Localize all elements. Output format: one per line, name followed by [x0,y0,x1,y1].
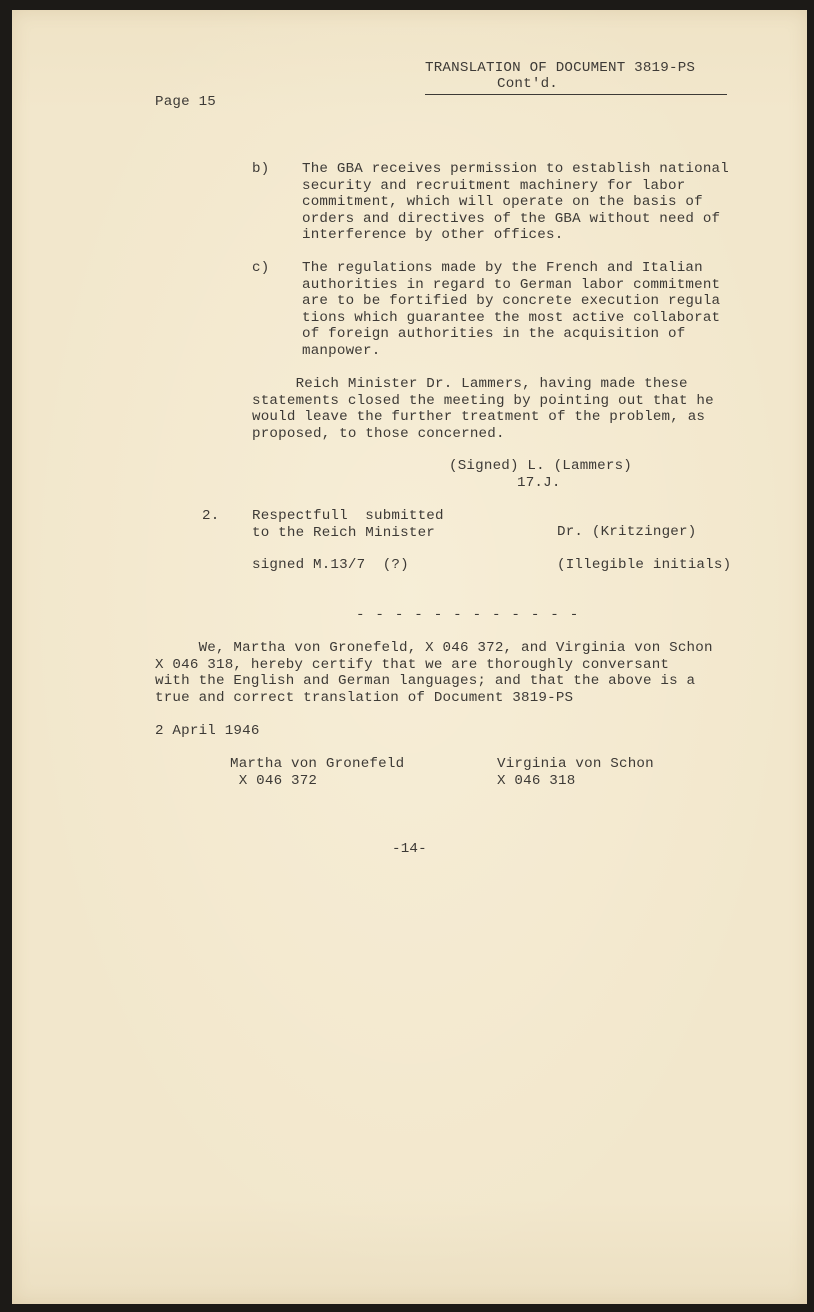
item-2-number: 2. [202,508,220,524]
translator-signature-1 [230,756,404,789]
certification-date: 2 April 1946 [155,723,260,739]
page-label: Page 15 [155,94,216,110]
section-separator: - - - - - - - - - - - - [356,607,580,623]
translator-name: Martha von Gronefeld [230,756,405,772]
item-2-signed: signed M.13/7 (?) [252,557,409,573]
item-c-label: c) [252,260,270,276]
translator-name: Virginia von Schon [497,756,654,772]
item-2-text: Respectfull submitted to the Reich Minister [252,508,444,541]
document-page [12,10,807,1304]
item-2-illegible-initials: (Illegible initials) [557,557,732,573]
certification-paragraph: We, Martha von Gronefeld, X 046 372, and Virginia von Schon X 046 318, hereby certify that we are thoroughly conversant with the English and German languages; and that the above is a true and correct translation of Document 3819-PS [155,640,713,706]
translator-signature-2 [497,756,654,789]
closing-paragraph: Reich Minister Dr. Lammers, having made these statements closed the meeting by pointing out that he would leave the further treatment of the problem, as proposed, to those concerned. [252,376,714,442]
page-number: -14- [392,841,427,857]
signature-line: (Signed) L. (Lammers) [449,458,632,474]
item-b-label: b) [252,161,270,177]
signature-initials: 17.J. [517,475,561,491]
document-title: TRANSLATION OF DOCUMENT 3819-PS [425,60,696,76]
item-b-text: The GBA receives permission to establish national security and recruitment machinery for labor commitment, which will operate on the basis of orders and directives of the GBA without need of interference by other offices. [302,161,729,244]
translator-id: X 046 318 [497,772,576,789]
translator-id: X 046 372 [238,772,318,789]
item-2-addressee: Dr. (Kritzinger) [557,524,697,540]
continued-note: Cont'd. [497,76,558,92]
item-c-text: The regulations made by the French and Italian authorities in regard to German labor commitment are to be fortified by concrete execution regula tions which guarantee the most active collaborat of foreign authorities in the acquisition of manpower. [302,260,721,359]
header-underline [425,94,727,95]
